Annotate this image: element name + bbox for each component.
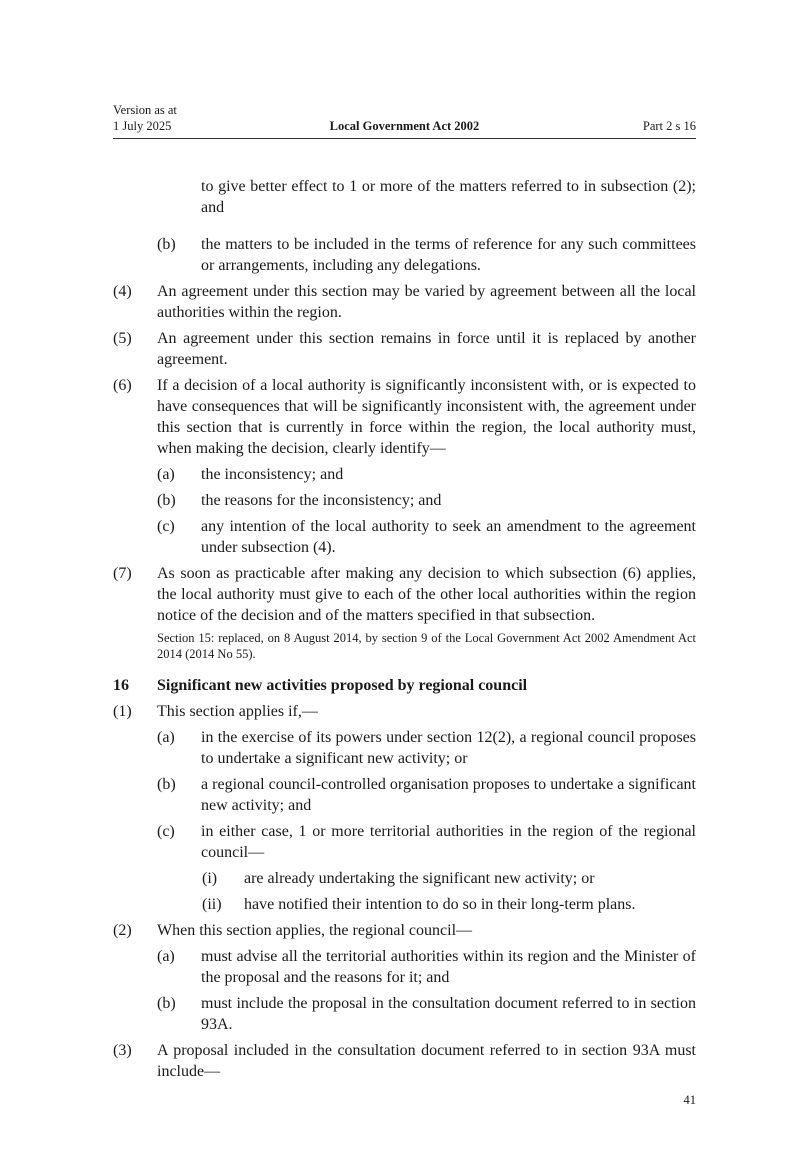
- document-body: [113, 160, 696, 1082]
- s15-6-a: [113, 464, 696, 485]
- paragraph-label: (b): [157, 995, 176, 1012]
- header-part-section: Part 2 s 16: [642, 119, 696, 133]
- subparagraph-label: (ii): [202, 896, 222, 913]
- paragraph-label: (b): [157, 492, 176, 509]
- s15-subsection-6: [113, 375, 696, 459]
- s16-subsection-3: [113, 1040, 696, 1082]
- subparagraph-label: (i): [202, 870, 218, 887]
- paragraph-text: must advise all the territorial authorities within its region and the Minister of the proposal and the reasons for it; and: [201, 948, 696, 986]
- paragraph-label: (a): [157, 729, 175, 746]
- paragraph-text: in the exercise of its powers under section 12(2), a regional council proposes to undertake a significant new activity; or: [201, 729, 696, 767]
- subsection-text: An agreement under this section remains in force until it is replaced by another agreement.: [157, 330, 696, 368]
- subsection-label: (6): [113, 377, 132, 394]
- s16-1-b: [113, 774, 696, 816]
- section-16-heading: [113, 675, 696, 696]
- paragraph-continuation: to give better effect to 1 or more of the matters referred to in subsection (2); and: [201, 178, 696, 216]
- header-act-title: Local Government Act 2002: [329, 119, 480, 133]
- paragraph-label: (c): [157, 518, 175, 535]
- paragraph-text: must include the proposal in the consultation document referred to in section 93A.: [201, 995, 696, 1033]
- paragraph-label: (a): [157, 466, 175, 483]
- paragraph-text: any intention of the local authority to seek an amendment to the agreement under subsection (4).: [201, 518, 696, 556]
- section-number: 16: [113, 677, 129, 694]
- history-note: Section 15: replaced, on 8 August 2014, by section 9 of the Local Government Act 2002 Amendment Act 2014 (2014 No 55).: [157, 631, 696, 661]
- running-header: [113, 100, 696, 139]
- page-number: 41: [683, 1093, 696, 1107]
- subsection-text: As soon as practicable after making any decision to which subsection (6) applies, the local authority must give to each of the other local authorities within the region notice of the decision and of the matters specified in that subsection.: [157, 565, 696, 624]
- s15-subsection-4: [113, 281, 696, 323]
- subparagraph-text: are already undertaking the significant new activity; or: [244, 870, 595, 887]
- s16-1-c: [113, 821, 696, 863]
- s15-3-b: [113, 234, 696, 276]
- paragraph-text: in either case, 1 or more territorial authorities in the region of the regional council—: [201, 823, 696, 861]
- s16-1-c-i: [113, 868, 696, 889]
- version-label: Version as at: [113, 103, 177, 117]
- subsection-text: When this section applies, the regional council—: [157, 922, 473, 939]
- s16-1-a: [113, 727, 696, 769]
- s16-1-c-ii: [113, 894, 696, 915]
- paragraph-text: a regional council-controlled organisation proposes to undertake a significant new activity; and: [201, 776, 696, 814]
- subsection-label: (1): [113, 703, 132, 720]
- s15-subsection-5: [113, 328, 696, 370]
- subsection-label: (7): [113, 565, 132, 582]
- subparagraph-text: have notified their intention to do so in their long-term plans.: [244, 896, 636, 913]
- subsection-label: (3): [113, 1042, 132, 1059]
- paragraph-text: the matters to be included in the terms of reference for any such committees or arrangements, including any delegations.: [201, 236, 696, 274]
- s15-6-b: [113, 490, 696, 511]
- subsection-label: (5): [113, 330, 132, 347]
- subsection-label: (2): [113, 922, 132, 939]
- paragraph-text: the reasons for the inconsistency; and: [201, 492, 442, 509]
- s16-2-a: [113, 946, 696, 988]
- subsection-text: If a decision of a local authority is significantly inconsistent with, or is expected to have consequences that will be significantly inconsistent with, the agreement under this section that is currently in force within the region, the local authority must, when making the decision, clearly identify—: [157, 377, 696, 457]
- paragraph-label: (b): [157, 236, 176, 253]
- paragraph-label: (c): [157, 823, 175, 840]
- subsection-text: An agreement under this section may be varied by agreement between all the local authorities within the region.: [157, 283, 696, 321]
- s16-2-b: [113, 993, 696, 1035]
- paragraph-label: (b): [157, 776, 176, 793]
- subsection-text: A proposal included in the consultation document referred to in section 93A must include—: [157, 1042, 696, 1080]
- s15-subsection-7: [113, 563, 696, 626]
- s15-6-c: [113, 516, 696, 558]
- s16-subsection-1: [113, 701, 696, 722]
- section-title: Significant new activities proposed by regional council: [157, 677, 528, 694]
- subsection-label: (4): [113, 283, 132, 300]
- s16-subsection-2: [113, 920, 696, 941]
- version-date: 1 July 2025: [113, 119, 172, 133]
- paragraph-label: (a): [157, 948, 175, 965]
- paragraph-text: the inconsistency; and: [201, 466, 344, 483]
- subsection-text: This section applies if,—: [157, 703, 318, 720]
